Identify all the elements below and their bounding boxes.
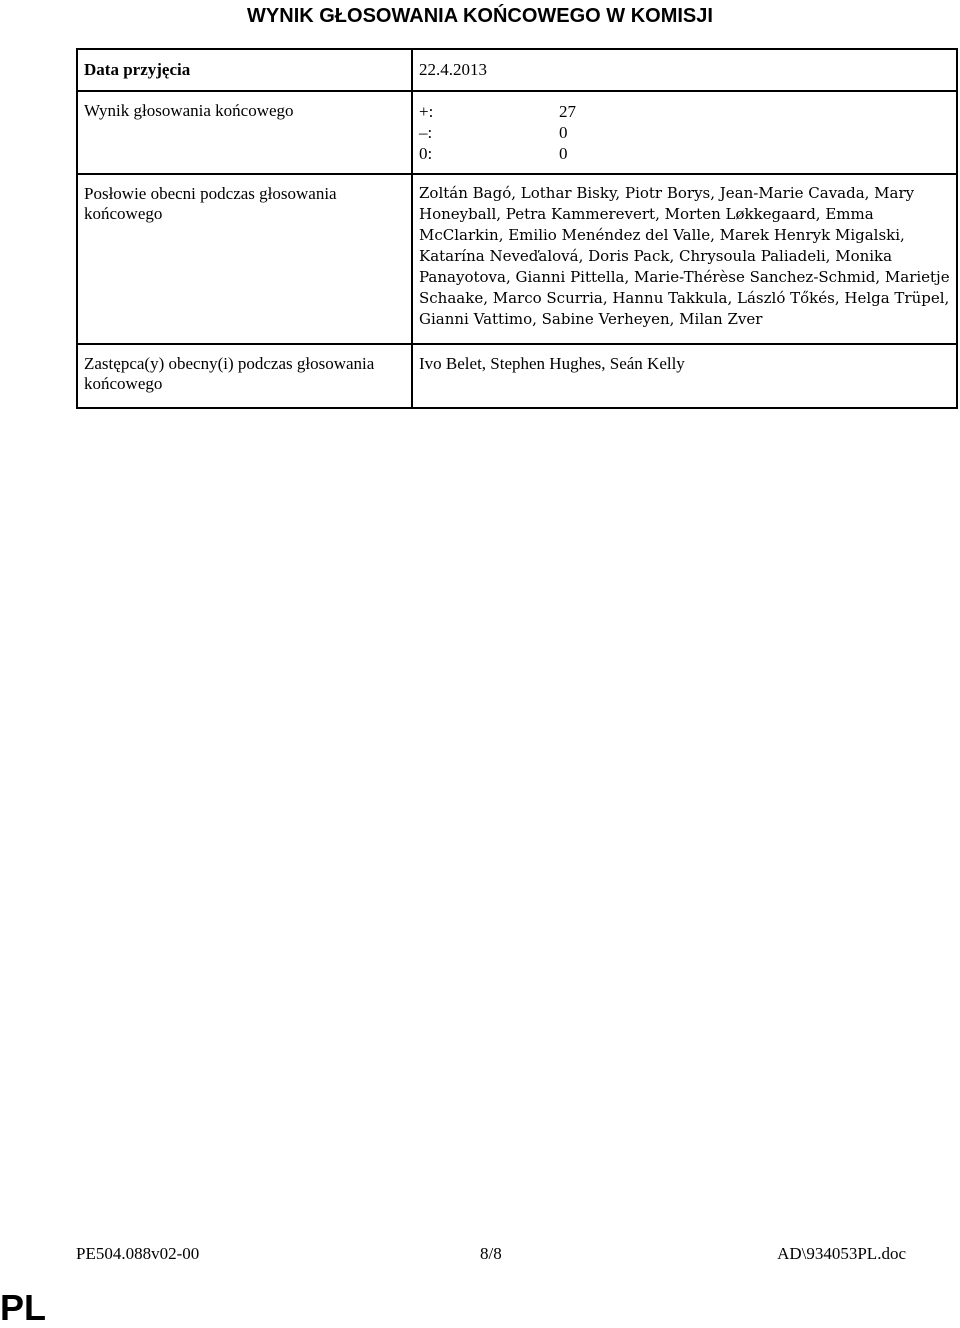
abstentions-symbol: 0: — [419, 144, 433, 163]
document-reference: PE504.088v02-00 — [76, 1244, 200, 1263]
members-present-label: Posłowie obecni podczas głosowania końcowego — [77, 174, 412, 344]
substitutes-present-names: Ivo Belet, Stephen Hughes, Seán Kelly — [412, 344, 957, 408]
members-present-names: Zoltán Bagó, Lothar Bisky, Piotr Borys, Jean-Marie Cavada, Mary Honeyball, Petra Kammerevert, Morten Løkkegaard, Emma McClarkin, Emilio Menéndez del Valle, Marek Henryk Migalski, Katarína Neveďalová, Doris Pack, Chrysoula Paliadeli, Monika Panayotova, Gianni Pittella, Marie-Thérèse Sanchez-Schmid, Marietje Schaake, Marco Scurria, Hannu Takkula, László Tőkés, Helga Trüpel, Gianni Vattimo, Sabine Verheyen, Milan Zver — [412, 174, 957, 344]
abstentions-value: 0 — [559, 144, 568, 163]
vote-counts — [412, 91, 957, 174]
votes-in-favour-symbol: +: — [419, 102, 434, 121]
abstentions — [419, 143, 950, 164]
final-vote-table — [76, 48, 958, 409]
document-title: WYNIK GŁOSOWANIA KOŃCOWEGO W KOMISJI — [247, 5, 713, 27]
substitutes-present-row — [77, 344, 957, 408]
page-number: 8/8 — [480, 1244, 502, 1263]
adoption-date-row — [77, 49, 957, 91]
page-footer — [76, 1244, 906, 1264]
final-vote-result-row — [77, 91, 957, 174]
votes-in-favour-value: 27 — [559, 102, 576, 121]
votes-against — [419, 122, 950, 143]
votes-against-value: 0 — [559, 123, 568, 142]
votes-in-favour — [419, 101, 950, 122]
adoption-date-value: 22.4.2013 — [412, 49, 957, 91]
members-present-row — [77, 174, 957, 344]
votes-against-symbol: –: — [419, 123, 433, 142]
file-name: AD\934053PL.doc — [777, 1244, 906, 1263]
adoption-date-label: Data przyjęcia — [77, 49, 412, 91]
language-tag: PL — [0, 1287, 47, 1328]
substitutes-present-label: Zastępca(y) obecny(i) podczas głosowania końcowego — [77, 344, 412, 408]
final-vote-result-label: Wynik głosowania końcowego — [77, 91, 412, 174]
